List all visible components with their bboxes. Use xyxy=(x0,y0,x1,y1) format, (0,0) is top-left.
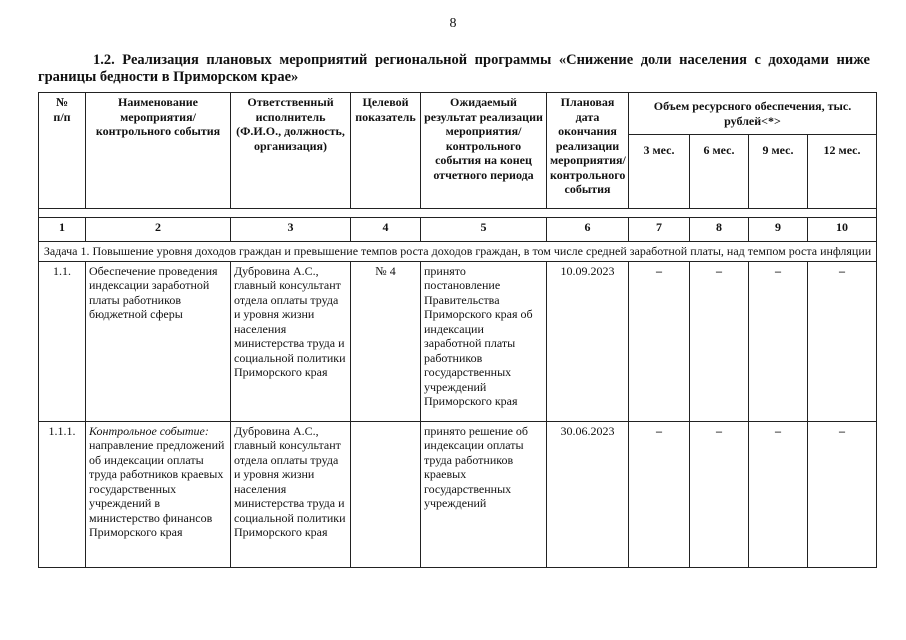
col-number: 6 xyxy=(547,218,629,242)
col-number: 4 xyxy=(351,218,421,242)
row-3-months: – xyxy=(629,261,690,421)
page-number: 8 xyxy=(449,16,457,31)
row-9-months: – xyxy=(749,421,808,567)
header-3-months: 3 мес. xyxy=(629,135,690,209)
header-executor: Ответственный исполнитель (Ф.И.О., должность, организация) xyxy=(231,93,351,209)
row-result: принято постановление Правительства Приморского края об индексации заработной платы работников государственных учреждений Приморского края xyxy=(421,261,547,421)
col-number: 9 xyxy=(749,218,808,242)
row-3-months: – xyxy=(629,421,690,567)
col-number: 10 xyxy=(808,218,877,242)
header-9-months: 9 мес. xyxy=(749,135,808,209)
row-9-months: – xyxy=(749,261,808,421)
row-name: Обеспечение проведения индексации заработной платы работников бюджетной сферы xyxy=(86,261,231,421)
row-target: № 4 xyxy=(351,261,421,421)
row-12-months: – xyxy=(808,421,877,567)
col-number: 3 xyxy=(231,218,351,242)
row-6-months: – xyxy=(690,261,749,421)
table-row xyxy=(39,261,877,421)
col-number: 5 xyxy=(421,218,547,242)
header-12-months: 12 мес. xyxy=(808,135,877,209)
row-name-cell xyxy=(86,421,231,567)
col-number: 8 xyxy=(690,218,749,242)
header-name: Наименование мероприятия/ контрольного события xyxy=(86,93,231,209)
header-date: Плановая дата окончания реализации мероприятия/ контрольного события xyxy=(547,93,629,209)
col-number: 2 xyxy=(86,218,231,242)
control-event-label: Контрольное событие: xyxy=(89,423,209,438)
row-executor: Дубровина А.С., главный консультант отдела оплаты труда и уровня жизни населения министерства труда и социальной политики Приморского края xyxy=(231,421,351,567)
column-number-row xyxy=(39,218,877,242)
task-row: Задача 1. Повышение уровня доходов граждан и превышение темпов роста доходов граждан, в том числе средней заработной платы, над темпом роста инфляции xyxy=(39,242,877,262)
row-result: принято решение об индексации оплаты труда работников краевых государственных учреждений xyxy=(421,421,547,567)
row-num: 1.1. xyxy=(39,261,86,421)
row-date: 30.06.2023 xyxy=(547,421,629,567)
row-12-months: – xyxy=(808,261,877,421)
header-6-months: 6 мес. xyxy=(690,135,749,209)
row-executor: Дубровина А.С., главный консультант отдела оплаты труда и уровня жизни населения министерства труда и социальной политики Приморского края xyxy=(231,261,351,421)
col-number: 1 xyxy=(39,218,86,242)
header-num: № п/п xyxy=(39,93,86,209)
header-gap xyxy=(39,209,877,218)
row-6-months: – xyxy=(690,421,749,567)
header-target: Целевой показатель xyxy=(351,93,421,209)
row-target xyxy=(351,421,421,567)
col-number: 7 xyxy=(629,218,690,242)
row-num: 1.1.1. xyxy=(39,421,86,567)
row-name: направление предложений об индексации оплаты труда работников краевых государственных учреждений в министерство финансов Приморского края xyxy=(89,438,225,539)
events-table xyxy=(38,92,877,568)
table-row xyxy=(39,421,877,567)
header-result: Ожидаемый результат реализации мероприятия/ контрольного события на конец отчетного периода xyxy=(421,93,547,209)
section-heading: 1.2. Реализация плановых мероприятий региональной программы «Снижение доли населения с доходами ниже границы бедности в Приморском крае» xyxy=(38,52,870,85)
row-date: 10.09.2023 xyxy=(547,261,629,421)
header-resources: Объем ресурсного обеспечения, тыс. рублей<*> xyxy=(629,93,877,135)
